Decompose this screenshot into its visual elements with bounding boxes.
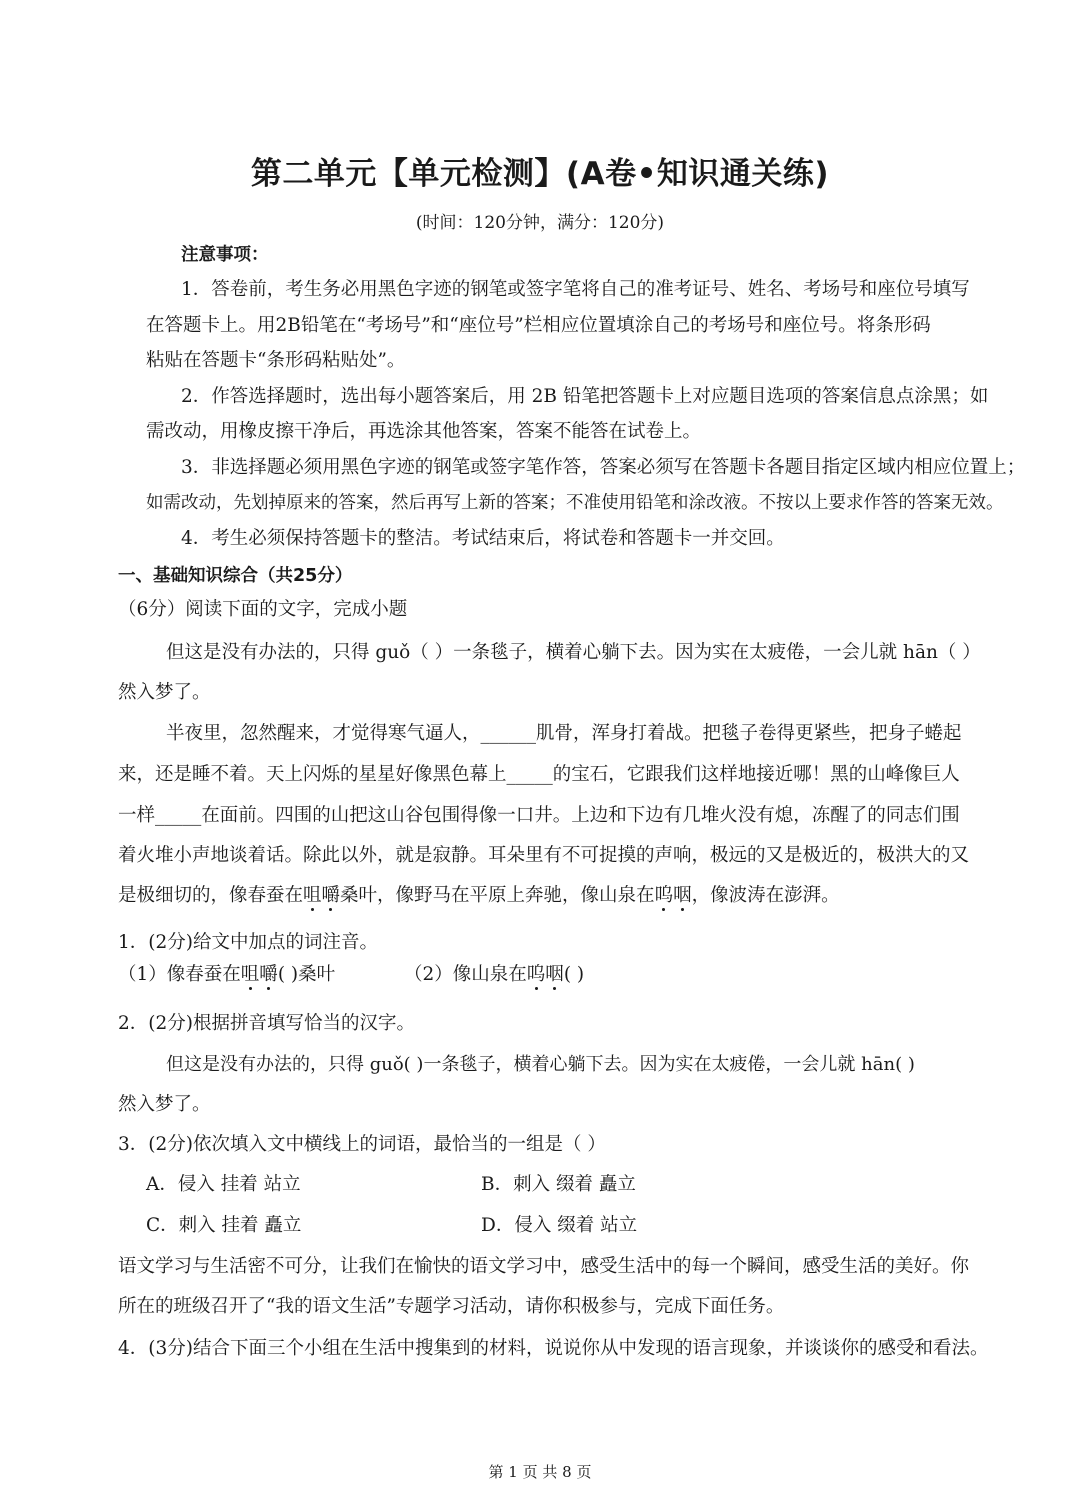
question-2-line-1: 但这是没有办法的，只得 guǒ( )一条毯子，横着心躺下去。因为实在太疲倦，一会儿就 hān( ) — [166, 1054, 915, 1075]
passage-p1-line-2: 然入梦了。 — [118, 682, 211, 703]
question-1-item-1 — [118, 962, 335, 988]
passage-p1-line-1: 但这是没有办法的，只得 guǒ（ ）一条毯子，横着心躺下去。因为实在太疲倦，一会儿就 hān（ ） — [166, 642, 981, 663]
section-1-intro: （6分）阅读下面的文字，完成小题 — [118, 599, 408, 620]
note-2-line-2: 需改动，用橡皮擦干净后，再选涂其他答案，答案不能答在试卷上。 — [146, 421, 702, 442]
question-4-stem: 4．(3分)结合下面三个小组在生活中搜集到的材料，说说你从中发现的语言现象，并谈谈你的感受和看法。 — [118, 1338, 989, 1359]
item-text: （2）像山泉在 — [404, 964, 527, 985]
note-1-line-2: 在答题卡上。用2B铅笔在“考场号”和“座位号”栏相应位置填涂自己的考场号和座位号。将条形码 — [146, 315, 931, 336]
option-c[interactable]: C．刺入 挂着 矗立 — [146, 1215, 302, 1236]
passage-p2-line-1: 半夜里，忽然醒来，才觉得寒气逼人，______肌骨，浑身打着战。把毯子卷得更紧些，把身子蜷起 — [166, 723, 962, 744]
dotted-char: 咀 — [303, 885, 322, 906]
section-1-heading: 一、基础知识综合（共25分） — [118, 566, 353, 586]
page-subtitle: (时间：120分钟，满分：120分) — [415, 213, 665, 233]
item-text: （1）像春蚕在 — [118, 964, 241, 985]
dotted-char: 呜 — [526, 964, 546, 985]
dotted-char: 嚼 — [259, 964, 278, 985]
question-3-stem: 3．(2分)依次填入文中横线上的词语，最恰当的一组是（ ） — [118, 1134, 606, 1155]
note-4-line-1: 4．考生必须保持答题卡的整洁。考试结束后，将试卷和答题卡一并交回。 — [181, 528, 785, 549]
note-1-line-3: 粘贴在答题卡“条形码粘贴处”。 — [146, 350, 406, 371]
note-2-line-1: 2．作答选择题时，选出每小题答案后，用 2B 铅笔把答题卡上对应题目选项的答案信息点涂黑；如 — [181, 386, 989, 407]
passage-text: 桑叶，像野马在平原上奔驰，像山泉在 — [340, 885, 655, 906]
note-3-line-1: 3．非选择题必须用黑色字迹的钢笔或签字笔作答，答案必须写在答题卡各题目指定区域内相应位置上； — [181, 457, 1026, 478]
question-2-stem: 2．(2分)根据拼音填写恰当的汉字。 — [118, 1013, 415, 1034]
question-1-stem: 1．(2分)给文中加点的词注音。 — [118, 932, 378, 953]
context-line-2: 所在的班级召开了“我的语文生活”专题学习活动，请你积极参与，完成下面任务。 — [118, 1296, 785, 1317]
context-line-1: 语文学习与生活密不可分，让我们在愉快的语文学习中，感受生活中的每一个瞬间，感受生活的美好。你 — [118, 1256, 970, 1277]
passage-text: 是极细切的，像春蚕在 — [118, 885, 304, 906]
dotted-char: 嚼 — [321, 885, 341, 906]
dotted-char: 咽 — [673, 885, 692, 906]
answer-blank[interactable]: ( ) — [563, 964, 585, 985]
passage-text: ，像波涛在澎湃。 — [691, 885, 840, 906]
page-number: 第 1 页 共 8 页 — [488, 1463, 592, 1481]
dotted-char: 咀 — [240, 964, 260, 985]
dotted-char: 咽 — [545, 964, 564, 985]
passage-p2-line-2: 来，还是睡不着。天上闪烁的星星好像黑色幕上_____的宝石，它跟我们这样地接近哪！黑的山峰像巨人 — [118, 764, 960, 785]
note-3-line-2: 如需改动，先划掉原来的答案，然后再写上新的答案；不准使用铅笔和涂改液。不按以上要求作答的答案无效。 — [146, 493, 1004, 513]
notes-heading: 注意事项： — [181, 245, 269, 265]
question-2-line-2: 然入梦了。 — [118, 1094, 211, 1115]
option-a[interactable]: A．侵入 挂着 站立 — [146, 1174, 301, 1195]
option-d[interactable]: D．侵入 缀着 站立 — [481, 1215, 638, 1236]
passage-p2-line-5 — [118, 883, 840, 909]
page-title: 第二单元【单元检测】(A卷•知识通关练) — [250, 156, 830, 192]
question-1-item-2 — [404, 962, 584, 988]
answer-blank[interactable]: ( )桑叶 — [277, 964, 336, 985]
option-b[interactable]: B．刺入 缀着 矗立 — [481, 1174, 636, 1195]
passage-p2-line-3: 一样_____在面前。四围的山把这山谷包围得像一口井。上边和下边有几堆火没有熄，冻醒了的同志们围 — [118, 805, 960, 826]
dotted-char: 呜 — [654, 885, 674, 906]
passage-p2-line-4: 着火堆小声地谈着话。除此以外，就是寂静。耳朵里有不可捉摸的声响，极远的又是极近的，极洪大的又 — [118, 845, 970, 866]
note-1-line-1: 1．答卷前，考生务必用黑色字迹的钢笔或签字笔将自己的准考证号、姓名、考场号和座位号填写 — [181, 279, 970, 300]
